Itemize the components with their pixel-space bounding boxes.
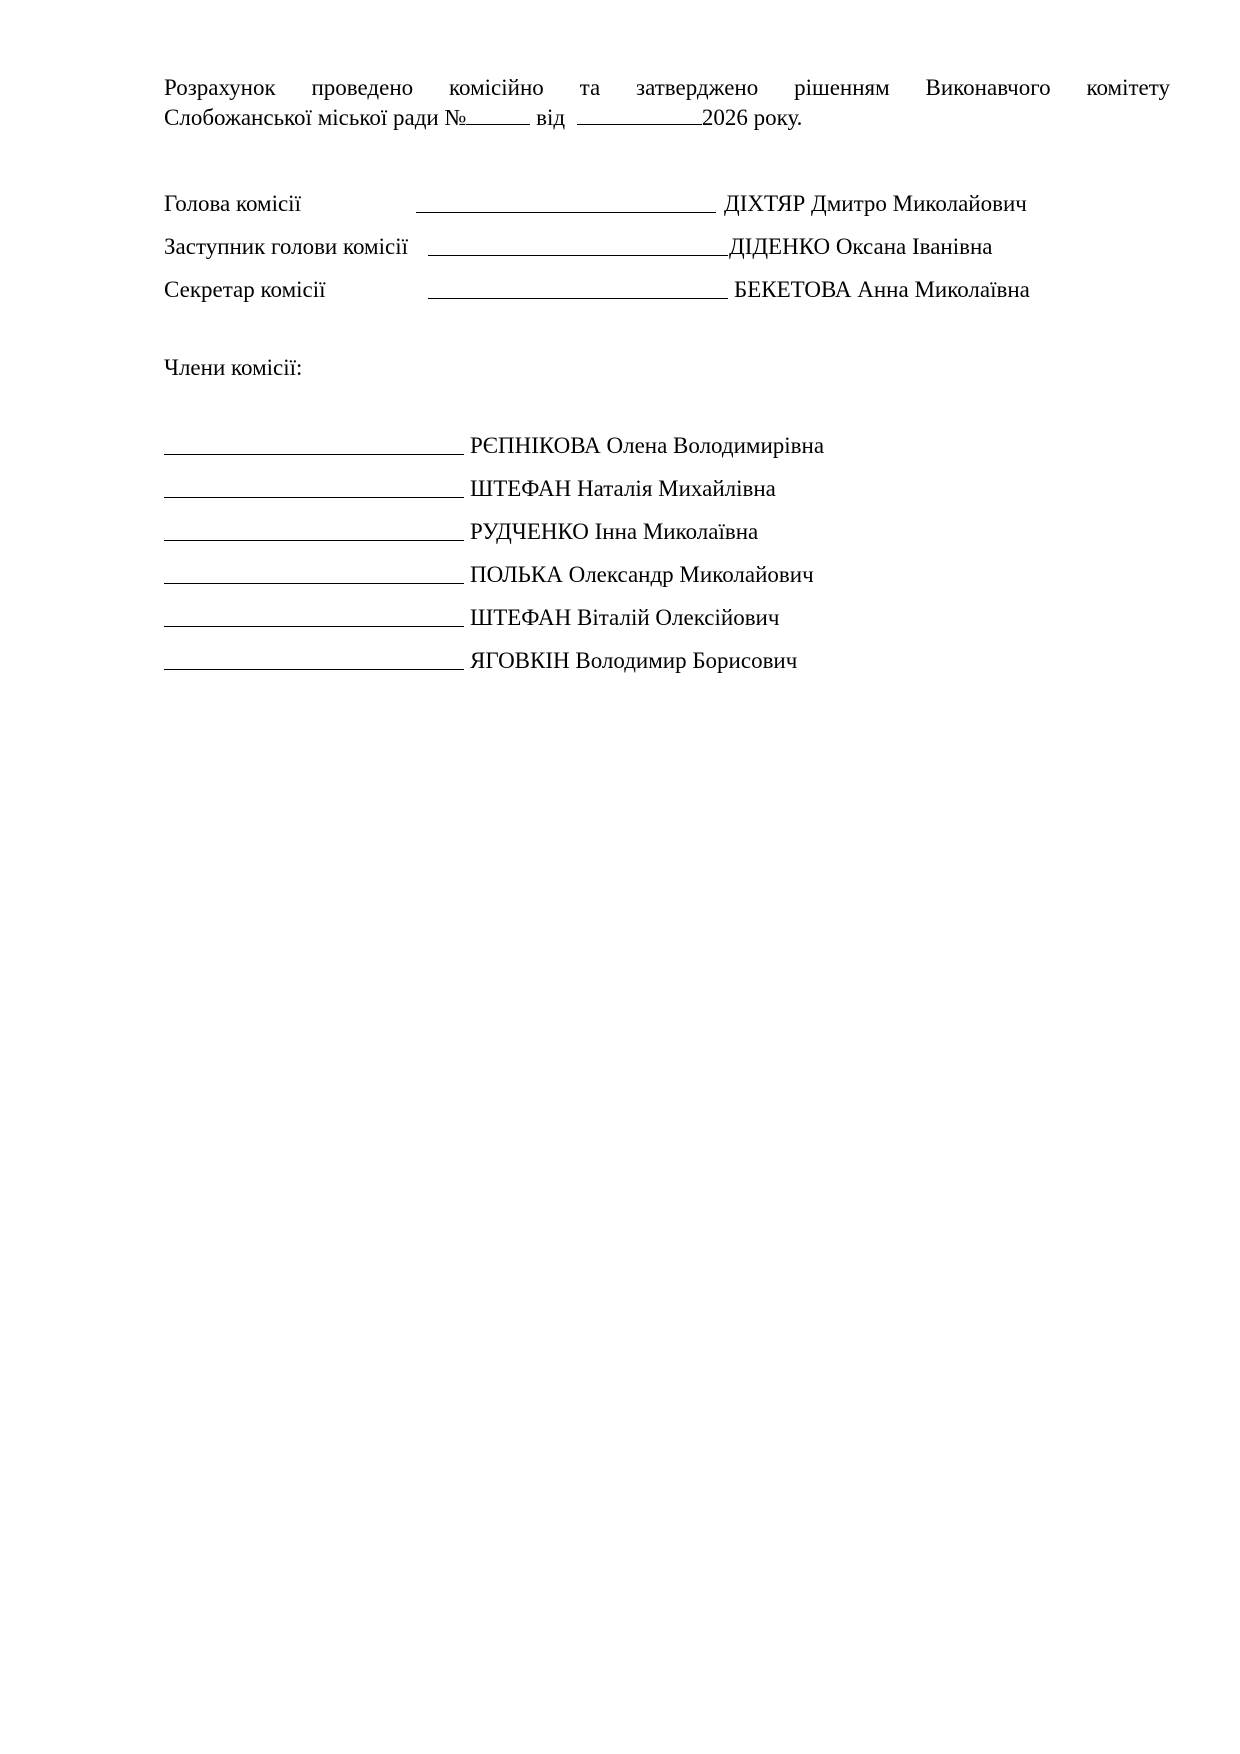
decision-number-blank [466,104,530,125]
member-name: РУДЧЕНКО Інна Миколаївна [470,519,759,544]
member-name: ШТЕФАН Наталія Михайлівна [470,476,776,501]
intro-from-text: від [530,105,571,130]
intro-line-2 [164,104,1170,134]
member-row [164,604,964,634]
intro-line-1: Розрахунок проведено комісійно та затверджено рішенням Виконавчого комітету [164,75,1170,100]
deputy-chair-role-label: Заступник голови комісії [164,234,408,259]
intro-paragraph [164,74,1170,134]
member-row [164,561,964,591]
member-name: РЄПНІКОВА Олена Володимирівна [470,433,825,458]
member-signature-line [164,454,464,455]
secretary-role-label: Секретар комісії [164,277,326,302]
member-name: ШТЕФАН Віталій Олексійович [470,605,780,630]
member-name: ЯГОВКІН Володимир Борисович [470,648,798,673]
member-signature-line [164,497,464,498]
member-row [164,647,964,677]
member-name: ПОЛЬКА Олександр Миколайович [470,562,814,587]
member-row [164,475,964,505]
member-row [164,518,964,548]
chair-role-label: Голова комісії [164,191,301,216]
members-heading: Члени комісії: [164,355,303,380]
member-signature-line [164,626,464,627]
deputy-chair-row [164,233,1064,263]
intro-council-text: Слобожанської міської ради № [164,105,467,130]
decision-date-blank [577,104,702,125]
secretary-name: БЕКЕТОВА Анна Миколаївна [734,277,1030,302]
deputy-chair-name: ДІДЕНКО Оксана Іванівна [729,234,993,259]
chair-name: ДІХТЯР Дмитро Миколайович [724,191,1027,216]
member-row [164,432,964,462]
chair-signature-line [416,212,716,213]
secretary-row [164,276,1064,306]
chair-row [164,190,1064,220]
deputy-chair-signature-line [428,255,728,256]
secretary-signature-line [428,298,728,299]
member-signature-line [164,540,464,541]
member-signature-line [164,669,464,670]
member-signature-line [164,583,464,584]
intro-year-text: 2026 року. [701,105,803,130]
